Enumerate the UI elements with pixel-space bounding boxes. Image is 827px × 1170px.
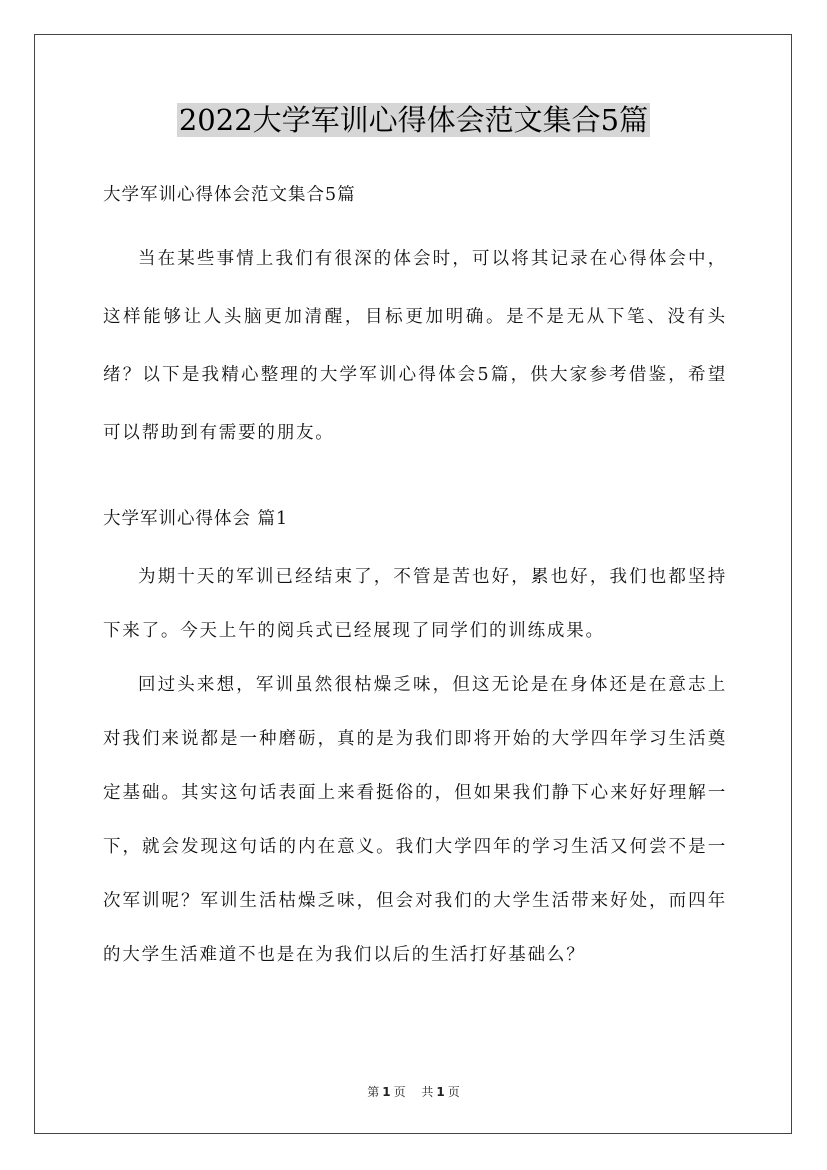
- section-body: [103, 550, 727, 982]
- document-title: [0, 100, 827, 140]
- total-page-number: 1: [436, 1085, 445, 1099]
- intro-paragraph: 当在某些事情上我们有很深的体会时，可以将其记录在心得体会中，这样能够让人头脑更加清醒，目标更加明确。是不是无从下笔、没有头绪？以下是我精心整理的大学军训心得体会5篇，供大家参考借鉴，希望可以帮助到有需要的朋友。: [103, 249, 727, 443]
- body-paragraph-1: 为期十天的军训已经结束了，不管是苦也好，累也好，我们也都坚持下来了。今天上午的阅兵式已经展现了同学们的训练成果。: [103, 567, 727, 641]
- page-footer: [0, 1083, 827, 1100]
- current-page-number: 1: [382, 1085, 391, 1099]
- intro-section: [103, 230, 727, 462]
- document-subtitle: 大学军训心得体会范文集合5篇: [103, 185, 356, 205]
- total-pages-indicator: 共 1 页: [421, 1085, 460, 1099]
- section-heading: 大学军训心得体会 篇1: [103, 509, 289, 529]
- body-paragraph-2: 回过头来想，军训虽然很枯燥乏味，但这无论是在身体还是在意志上对我们来说都是一种磨砺，真的是为我们即将开始的大学四年学习生活奠定基础。其实这句话表面上来看挺俗的，但如果我们静下心来好好理解一下，就会发现这句话的内在意义。我们大学四年的学习生活又何尝不是一次军训呢？军训生活枯燥乏味，但会对我们的大学生活带来好处，而四年的大学生活难道不也是在为我们以后的生活打好基础么？: [103, 675, 727, 965]
- page-indicator: 第 1 页: [367, 1085, 406, 1099]
- document-title-text: 2022大学军训心得体会范文集合5篇: [178, 103, 649, 137]
